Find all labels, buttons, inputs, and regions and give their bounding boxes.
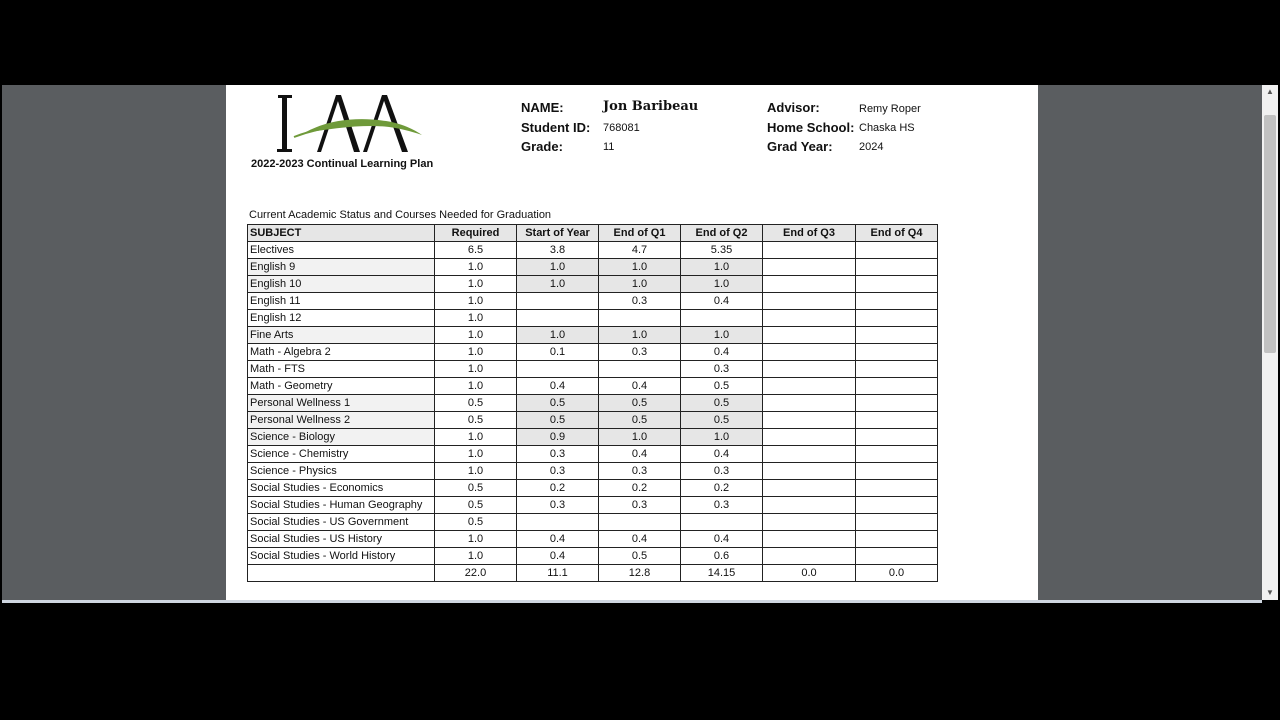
subject-cell: Social Studies - US History (248, 531, 435, 548)
credit-cell (763, 293, 856, 310)
credit-cell: 0.9 (517, 429, 599, 446)
table-row (248, 429, 938, 446)
credit-cell (763, 514, 856, 531)
credit-cell: 0.4 (599, 446, 681, 463)
credit-cell: 0.5 (435, 412, 517, 429)
subject-cell: Social Studies - Human Geography (248, 497, 435, 514)
credit-cell: 0.4 (681, 531, 763, 548)
table-row (248, 361, 938, 378)
subject-cell: Science - Biology (248, 429, 435, 446)
credit-cell: 0.4 (517, 378, 599, 395)
credit-cell: 0.5 (435, 480, 517, 497)
credit-cell: 0.2 (599, 480, 681, 497)
credit-cell (856, 310, 938, 327)
credit-cell (763, 463, 856, 480)
credit-cell: 0.4 (681, 446, 763, 463)
credit-cell: 1.0 (435, 259, 517, 276)
student-id-value: 768081 (603, 122, 640, 134)
credit-cell: 0.5 (599, 412, 681, 429)
total-cell: 11.1 (517, 565, 599, 582)
credit-cell: 1.0 (599, 429, 681, 446)
credit-cell (856, 344, 938, 361)
credit-cell: 1.0 (599, 327, 681, 344)
credit-cell: 1.0 (435, 429, 517, 446)
name-label: NAME: (521, 100, 564, 115)
credit-cell: 0.3 (599, 293, 681, 310)
credit-cell: 0.5 (599, 395, 681, 412)
credit-cell (856, 361, 938, 378)
credit-cell (763, 344, 856, 361)
credit-cell (856, 378, 938, 395)
total-cell: 22.0 (435, 565, 517, 582)
credit-cell (856, 242, 938, 259)
credit-cell: 1.0 (435, 293, 517, 310)
grade-label: Grade: (521, 139, 563, 154)
plan-title: 2022-2023 Continual Learning Plan (251, 158, 434, 170)
credit-cell (517, 293, 599, 310)
credit-cell: 0.3 (599, 344, 681, 361)
credit-cell (763, 429, 856, 446)
totals-row (248, 565, 938, 582)
header-end-of-q4: End of Q4 (856, 225, 938, 242)
total-cell: 14.15 (681, 565, 763, 582)
table-row (248, 310, 938, 327)
table-row (248, 378, 938, 395)
credit-cell (856, 463, 938, 480)
subject-cell: English 10 (248, 276, 435, 293)
total-cell (248, 565, 435, 582)
credit-cell: 1.0 (435, 276, 517, 293)
credit-cell (763, 497, 856, 514)
credit-cell (856, 446, 938, 463)
credit-cell (763, 480, 856, 497)
credit-cell (856, 395, 938, 412)
credit-cell: 1.0 (435, 310, 517, 327)
credit-cell (599, 361, 681, 378)
credit-cell (856, 327, 938, 344)
table-row (248, 259, 938, 276)
horizontal-scroll-track (2, 600, 1262, 603)
table-row (248, 531, 938, 548)
header-end-of-q1: End of Q1 (599, 225, 681, 242)
grad-year-label: Grad Year: (767, 139, 833, 154)
credits-table (247, 224, 938, 582)
credit-cell (856, 497, 938, 514)
credit-cell: 4.7 (599, 242, 681, 259)
subject-cell: Fine Arts (248, 327, 435, 344)
credit-cell: 0.3 (599, 463, 681, 480)
credit-cell: 0.4 (599, 531, 681, 548)
table-row (248, 395, 938, 412)
credit-cell: 1.0 (681, 276, 763, 293)
subject-cell: Social Studies - Economics (248, 480, 435, 497)
subject-cell: English 12 (248, 310, 435, 327)
table-row (248, 293, 938, 310)
table-row (248, 344, 938, 361)
subject-cell: Science - Physics (248, 463, 435, 480)
total-cell: 0.0 (856, 565, 938, 582)
student-name: Jon Baribeau (603, 99, 699, 114)
credit-cell: 1.0 (435, 378, 517, 395)
credit-cell: 0.3 (599, 497, 681, 514)
credit-cell: 0.5 (435, 497, 517, 514)
credit-cell: 1.0 (435, 344, 517, 361)
credit-cell: 0.3 (517, 497, 599, 514)
credit-cell: 0.4 (681, 293, 763, 310)
credit-cell (856, 259, 938, 276)
subject-cell: Personal Wellness 1 (248, 395, 435, 412)
credit-cell: 0.5 (681, 412, 763, 429)
table-row (248, 412, 938, 429)
credit-cell: 1.0 (599, 276, 681, 293)
credit-cell: 0.6 (681, 548, 763, 565)
grad-year-value: 2024 (859, 141, 884, 153)
credit-cell (763, 310, 856, 327)
student-id-label: Student ID: (521, 120, 591, 135)
credit-cell: 0.5 (681, 395, 763, 412)
subject-cell: Math - Geometry (248, 378, 435, 395)
credit-cell: 0.4 (517, 548, 599, 565)
table-header-row (248, 225, 938, 242)
table-row (248, 497, 938, 514)
credit-cell (856, 531, 938, 548)
credit-cell (763, 276, 856, 293)
credit-cell (763, 378, 856, 395)
subject-cell: Personal Wellness 2 (248, 412, 435, 429)
grade-value: 11 (603, 141, 615, 153)
credit-cell: 0.3 (517, 446, 599, 463)
credit-cell: 1.0 (435, 446, 517, 463)
table-row (248, 463, 938, 480)
credit-cell: 0.3 (517, 463, 599, 480)
credit-cell: 1.0 (435, 463, 517, 480)
scroll-down-arrow-icon[interactable]: ▼ (1266, 588, 1274, 597)
document-viewport (2, 85, 1262, 600)
credit-cell: 1.0 (435, 361, 517, 378)
credit-cell: 0.3 (681, 497, 763, 514)
iaa-logo (274, 95, 424, 157)
credit-cell: 1.0 (517, 259, 599, 276)
header-start-of-year: Start of Year (517, 225, 599, 242)
credit-cell: 0.5 (599, 548, 681, 565)
credit-cell: 0.4 (599, 378, 681, 395)
vertical-scrollbar[interactable] (1262, 85, 1278, 600)
credit-cell: 1.0 (681, 259, 763, 276)
credit-cell (599, 310, 681, 327)
credit-cell (856, 514, 938, 531)
advisor-value: Remy Roper (859, 103, 921, 115)
credit-cell: 1.0 (435, 548, 517, 565)
credit-cell: 1.0 (517, 276, 599, 293)
total-cell: 12.8 (599, 565, 681, 582)
credit-cell: 0.5 (517, 412, 599, 429)
table-row (248, 480, 938, 497)
credit-cell (763, 548, 856, 565)
subject-cell: Science - Chemistry (248, 446, 435, 463)
credit-cell: 0.4 (681, 344, 763, 361)
subject-cell: Electives (248, 242, 435, 259)
credit-cell (763, 327, 856, 344)
credit-cell (763, 446, 856, 463)
credit-cell: 1.0 (681, 429, 763, 446)
credit-cell: 1.0 (435, 327, 517, 344)
subject-cell: Social Studies - World History (248, 548, 435, 565)
credit-cell: 0.4 (517, 531, 599, 548)
table-row (248, 446, 938, 463)
credit-cell: 5.35 (681, 242, 763, 259)
credit-cell: 0.3 (681, 463, 763, 480)
home-school-value: Chaska HS (859, 122, 915, 134)
credit-cell (517, 361, 599, 378)
subject-cell: English 11 (248, 293, 435, 310)
credit-cell: 0.2 (517, 480, 599, 497)
home-school-label: Home School: (767, 120, 855, 135)
credit-cell (763, 242, 856, 259)
credit-cell (763, 259, 856, 276)
credit-cell: 0.2 (681, 480, 763, 497)
credit-cell (763, 395, 856, 412)
subject-cell: Social Studies - US Government (248, 514, 435, 531)
subject-cell: English 9 (248, 259, 435, 276)
credit-cell (517, 514, 599, 531)
credit-cell (856, 548, 938, 565)
header-required: Required (435, 225, 517, 242)
credit-cell (856, 293, 938, 310)
credit-cell: 0.5 (517, 395, 599, 412)
credit-cell (681, 310, 763, 327)
header-end-of-q2: End of Q2 (681, 225, 763, 242)
credit-cell: 1.0 (599, 259, 681, 276)
document-page (226, 85, 1038, 600)
credit-cell (763, 531, 856, 548)
credit-cell: 0.3 (681, 361, 763, 378)
credit-cell (856, 480, 938, 497)
credit-cell: 3.8 (517, 242, 599, 259)
table-caption: Current Academic Status and Courses Needed for Graduation (249, 209, 552, 221)
credit-cell: 0.5 (435, 395, 517, 412)
credit-cell (856, 412, 938, 429)
header-end-of-q3: End of Q3 (763, 225, 856, 242)
credit-cell (517, 310, 599, 327)
credit-cell: 1.0 (681, 327, 763, 344)
table-row (248, 327, 938, 344)
subject-cell: Math - Algebra 2 (248, 344, 435, 361)
advisor-label: Advisor: (767, 100, 820, 115)
credit-cell: 6.5 (435, 242, 517, 259)
table-row (248, 276, 938, 293)
credit-cell (763, 412, 856, 429)
credit-cell (856, 276, 938, 293)
table-row (248, 514, 938, 531)
credit-cell: 1.0 (435, 531, 517, 548)
credit-cell (681, 514, 763, 531)
credit-cell (599, 514, 681, 531)
table-row (248, 548, 938, 565)
scroll-up-arrow-icon[interactable]: ▲ (1266, 87, 1274, 96)
credit-cell: 0.1 (517, 344, 599, 361)
credit-cell (856, 429, 938, 446)
credit-cell: 0.5 (435, 514, 517, 531)
table-row (248, 242, 938, 259)
subject-cell: Math - FTS (248, 361, 435, 378)
total-cell: 0.0 (763, 565, 856, 582)
credit-cell: 0.5 (681, 378, 763, 395)
credit-cell: 1.0 (517, 327, 599, 344)
credit-cell (763, 361, 856, 378)
scrollbar-thumb[interactable] (1264, 115, 1276, 353)
header-subject: SUBJECT (248, 225, 435, 242)
